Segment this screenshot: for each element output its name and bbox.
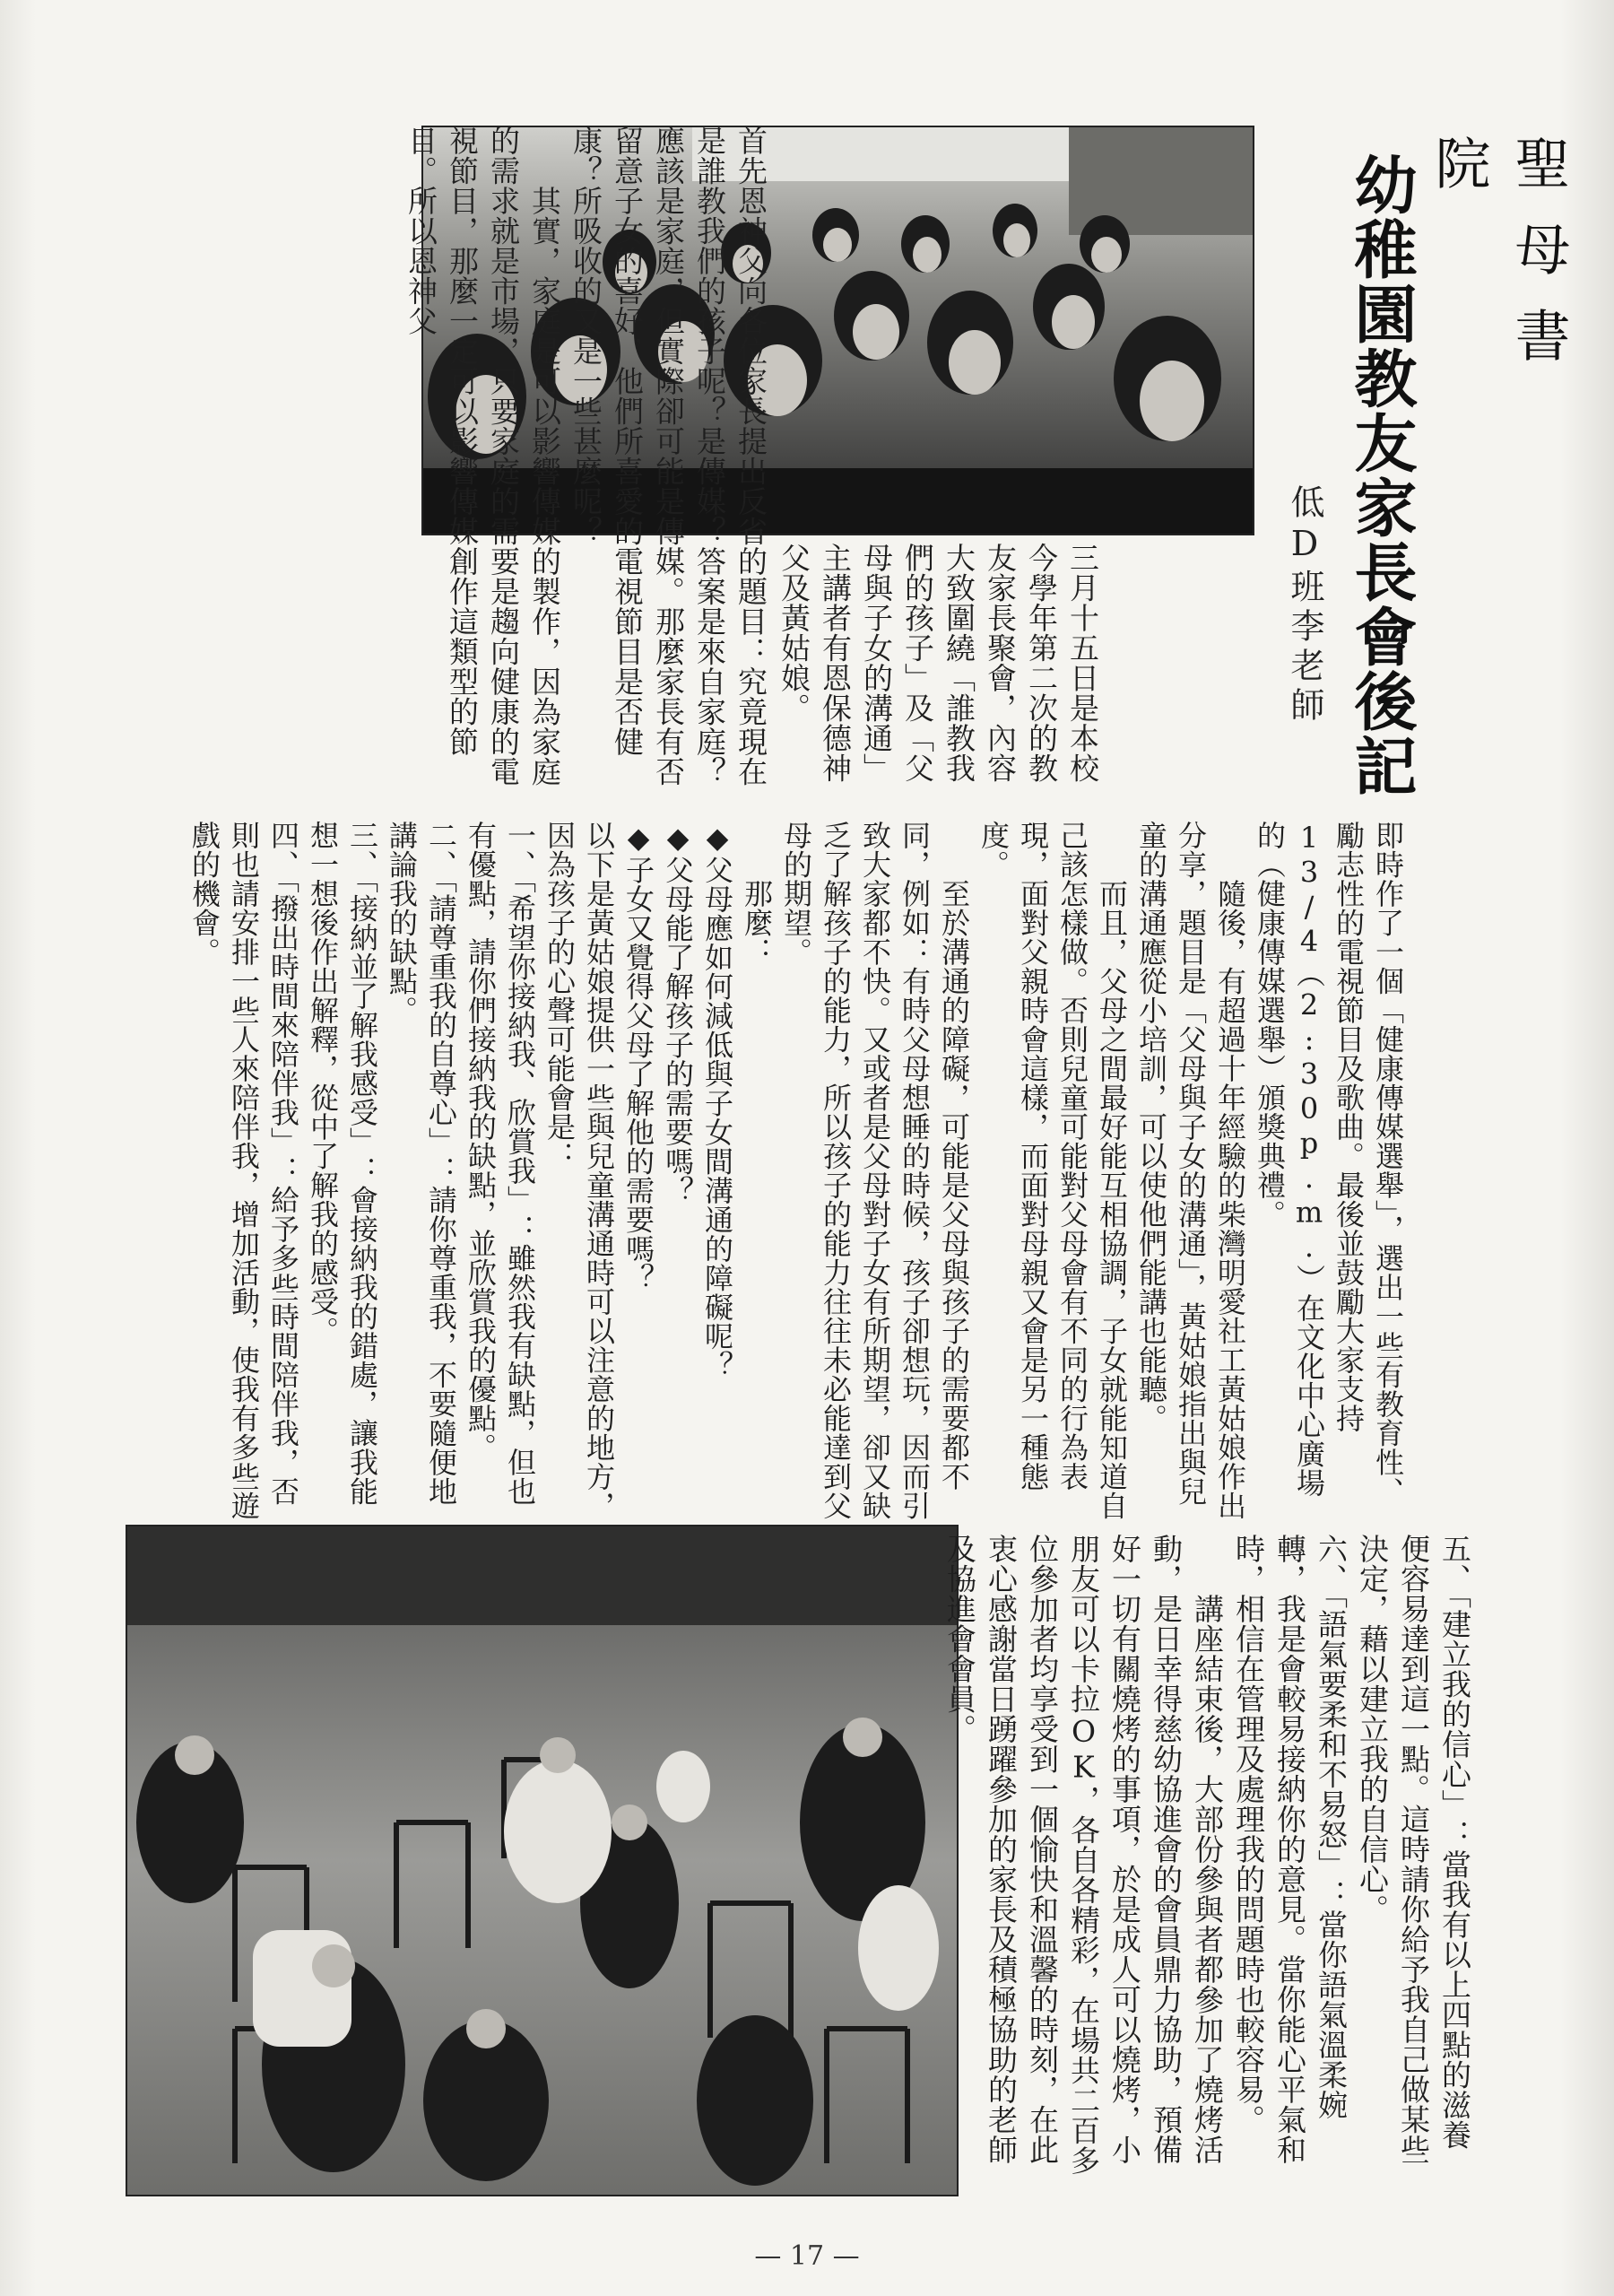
- barbecue-photo: [126, 1525, 959, 2196]
- page-number: — 17 —: [754, 2240, 860, 2272]
- school-name: 聖母書院: [1426, 135, 1571, 393]
- section3-body: 五、「建立我的信心」：當我有以上四點的滋養便容易達到這一點。這時請你給予我自己做某些決定，藉以建立我的自信心。 六、「語氣要柔和不易怒」：當你語氣溫柔婉轉，我是會較易接納你的意見。當你能心平氣和時，相信在管理及處理我的問題時也較容易。 講座結束後，大部份參與者都參加了燒烤活動，是日幸得慈幼協進會的會員鼎力協助，預備好一切有關燒烤的事項，於是成人可以燒烤，小朋友可以卡拉OK，各自各精彩，在場共二百多位參加者均享受到一個愉快和溫馨的時刻，在此衷心感謝當日踴躍參加的家長及積極協助的老師及協進會會員。: [942, 1534, 1472, 2176]
- article-title: 幼稚園教友家長會後記: [1344, 152, 1419, 798]
- section1-body: 首先恩神父向各位家長提出反省的題目：究竟現在是誰教我們的孩子呢？是傳媒？答案是來自家庭？應該是家庭，但實際卻可能是傳媒。那麼家長有否留意子女的喜好，他們所喜愛的電視節目是否健康？所吸收的又是一些甚麼呢？ 其實，家庭是可以影響傳媒的製作，因為家庭的需求就是市場，只要家庭的需要是趨向健康的電視節目，那麼一定可以影響傳媒創作這類型的節目。所以恩神父: [404, 126, 768, 787]
- intro-paragraph: 三月十五日是本校今學年第二次的教友家長聚會，內容大致圍繞「誰教我們的孩子」及「父母與子女的溝通」主講者有恩保德神父及黃姑娘。: [777, 543, 1100, 783]
- byline: 低D班李老師: [1285, 484, 1324, 726]
- section2-body: 即時作了一個「健康傳媒選舉」，選出一些有教育性、勵志性的電視節目及歌曲。最後並鼓勵大家支持13/4（2:30p.m.）在文化中心廣場的（健康傳媒選舉）頒獎典禮。 隨後，有超過十年經驗的柴灣明愛社工黃姑娘作出分享，題目是「父母與子女的溝通」，黃姑娘指出與兒童的溝通應從小培訓，可以使他們能講也能聽。 而且，父母之間最好能互相協調，子女就能知道自己該怎樣做。否則兒童可能對父母會有不同的行為表現，面對父親時會這樣，而面對母親又會是另一種態度。 至於溝通的障礙，可能是父母與孩子的需要都不同，例如：有時父母想睡的時候，孩子卻想玩，因而引致大家都不快。又或者是父母對子女有所期望，卻又缺乏了解孩子的能力，所以孩子的能力往往未必能達到父母的期望。 那麼： ◆父母應如何減低與子女間溝通的障礙呢？ ◆父母能了解孩子的需要嗎？ ◆子女又覺得父母了解他的需要嗎？ 以下是黃姑娘提供一些與兒童溝通時可以注意的地方，因為孩子的心聲可能會是： 一、「希望你接納我、欣賞我」：雖然我有缺點，但也有優點，請你們接納我的缺點，並欣賞我的優點。 二、「請尊重我的自尊心」：請你尊重我，不要隨便地講論我的缺點。 三、「接納並了解我感受」：會接納我的錯處，讓我能想一想後作出解釋，從中了解我的感受。 四、「撥出時間來陪伴我」：給予多些時間陪伴我，否則也請安排一些人來陪伴我，增加活動，使我有多些遊戲的機會。: [187, 821, 1405, 1520]
